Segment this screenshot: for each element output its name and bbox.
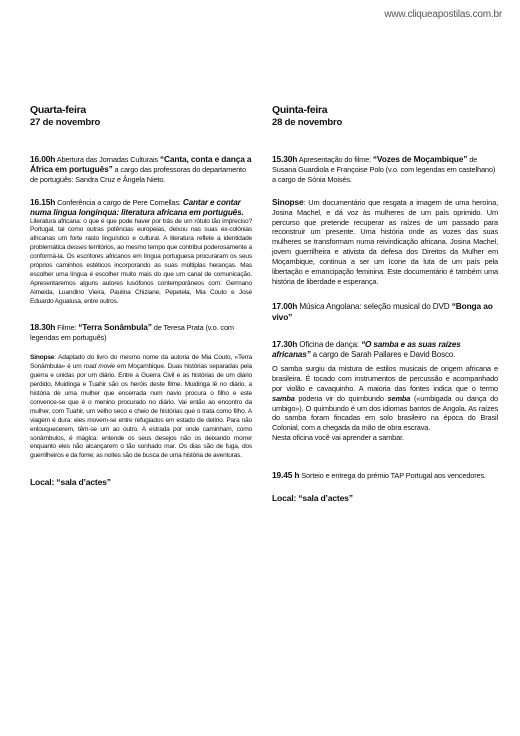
synopsis-label: Sinopse [272, 196, 304, 207]
left-column [30, 104, 252, 487]
event-conference: 16.15h Conferência a cargo de Pere Comellas: Cantar e contar numa língua longínqua: literatura africana em português. Literatura africana: o que é que pode haver por trás de um rótulo tão impreciso? Portugal, tal como outras potências europeias, deixou nas suas ex-colónias africanas um forte rasto linguístico e cultural. A literatura reflete a identidade problemática desses territórios, ao mesmo tempo que contribui poderosamente a conformá-la. Os escritores africanos em língua portuguesa procuraram os seus próprios caminhos estéticos incorporando as suas múltiplas heranças. Mas escolher uma língua é escolher muito mais do que um canal de comunicação. Apresentaremos alguns autores lusófonos contemporâneos com: Germano Almeida, Luandino Vieira, Paulina Chiziane, Pepetela, Mia Couto e José Eduardo Agualusa, entre outros. [30, 196, 252, 305]
event-time: 18.30h [30, 321, 56, 332]
location-label: Local: “sala d’actes” [272, 493, 353, 504]
date-heading: 28 de novembro [272, 117, 343, 128]
event-title: “O samba e as suas raízes africanas” [272, 339, 461, 360]
event-dance-workshop: 17.30h Oficina de dança: “O samba e as suas raízes africanas” a cargo de Sarah Pallares e David Bosco. O samba surgiu da mistura de estilos musicais de origem africana e brasileira. É tocado com instrumentos de percussão e acompanhado por violão e cavaquinho. A maioria das fontes indica que o termo samba poderia vir do quimbundo semba («umbigada ou dança do umbigo»). O quimbundo é um dos idiomas bantos de Angola. As raízes do samba foram fincadas em solo brasileiro na época do Brasil Colonial, com a chegada da mão de obra escrava. Nesta oficina você vai aprender a sambar. [272, 338, 498, 443]
day-heading: Quinta-feira [272, 104, 328, 116]
event-title: Cantar e contar numa língua longínqua: literatura africana em português. [30, 197, 244, 217]
event-title: “Canta, conta e dança a África em português” [30, 154, 252, 174]
event-title: “Terra Sonâmbula” [78, 321, 152, 332]
event-film-presentation: 15.30h Apresentação do filme: “Vozes de Moçambique” de Susana Guardiola e Françoise Polo (v.o. com legendas em castelhano) a cargo de Sónia Moisés. [272, 154, 496, 184]
watermark: www.cliqueapostilas.com.br [384, 9, 502, 20]
event-title: “Bonga ao vivo” [272, 300, 493, 322]
event-time: 16.00h [30, 154, 56, 164]
synopsis-label: Sinopse [30, 354, 55, 362]
event-music: 17.00h Música Angolana: seleção musical do DVD “Bonga ao vivo” [272, 300, 493, 322]
date-heading: 27 de novembro [30, 117, 101, 128]
event-opening: 16.00h Abertura das Jornadas Culturais “Canta, conta e dança a África em português” a cargo das professoras do departamento de português: Sandra Cruz e Ângela Nieto. [30, 154, 252, 184]
event-time: 19.45 h [272, 470, 300, 481]
event-time: 16.15h [30, 196, 56, 207]
workshop-description: O samba surgiu da mistura de estilos musicais de origem africana e brasileira. É tocado com instrumentos de percussão e acompanhado por violão e cavaquinho. A maioria das fontes indica que o termo samba poderia vir do quimbundo semba («umbigada ou dança do umbigo»). O quimbundo é um dos idiomas bantos de Angola. As raízes do samba foram fincadas em solo brasileiro na época do Brasil Colonial, com a chegada da mão de obra escrava. [272, 363, 498, 433]
day-heading: Quarta-feira [30, 104, 86, 116]
right-column [272, 104, 498, 503]
event-time: 15.30h [272, 154, 298, 164]
event-prize-draw: 19.45 h Sorteio e entrega do prémio TAP Portugal aos vencedores. [272, 470, 486, 481]
film-synopsis: Sinopse: Adaptado do livro do mesmo nome da autoria de Mia Couto, «Terra Sonâmbula» é um road movie em Moçambique. Duas histórias separadas pela guerra e unidas por um diário. Entre a Guerra Civil e as histórias de um diário perdido, Muidinga e Tuahir são os heróis deste filme. Muidinga lê no diário, a história de uma mulher que encerrada num navio procura o filho e este convence-se que é o menino procurado no diário. Vai então ao encontro da mulher, com Tuahir, um velho seco e cheio de histórias que o trata como filho. A viagem é dura: eles movem-se entre refugiados em estado de delírio. Para não enlouquecerem, têm-se um ao outro. A estrada por onde caminham, como sonâmbulos, é mágica: entende os seus desejos não os deixando morrer enquanto eles não alcançarem o tão sonhado mar. Os dias são de fuga, dos guerrilheiros e da fome; as noites são de busca de uma história de aventuras. [30, 354, 252, 460]
event-time: 17.30h [272, 338, 298, 349]
event-film: 18.30h Filme: “Terra Sonâmbula” de Teresa Prata (v.o. com legendas em português) Sinopse: Adaptado do livro do mesmo nome da autoria de Mia Couto, «Terra Sonâmbula» é um road movie em Moçambique. Duas histórias separadas pela guerra e unidas por um diário. Entre a Guerra Civil e as histórias de um diário perdido, Muidinga e Tuahir são os heróis deste filme. Muidinga lê no diário, a história de uma mulher que encerrada num navio procura o filho e este convence-se que é o menino procurado no diário. Vai então ao encontro da mulher, com Tuahir, um velho seco e cheio de histórias que o trata como filho. A viagem é dura: eles movem-se entre refugiados em estado de delírio. Para não enlouquecerem, têm-se um ao outro. A estrada por onde caminham, como sonâmbulos, é mágica: entende os seus desejos não os deixando morrer enquanto eles não alcançarem o tão sonhado mar. Os dias são de fuga, dos guerrilheiros e da fome; as noites são de busca de uma história de aventuras. [30, 321, 252, 460]
workshop-note: Nesta oficina você vai aprender a sambar. [272, 433, 404, 443]
location-label: Local: “sala d’actes” [30, 477, 111, 488]
event-time: 17.00h [272, 300, 298, 311]
documentary-synopsis: Sinopse: Um documentário que resgata a imagem de uma heroína, Josina Machel, e dá voz às mulheres de um país oprimido. Um percurso que pretende recuperar as raízes de um passado para reconstruir um presente. Uma história onde as vozes das suas mulheres se transformam numa reivindicação africana. Josina Machel, jovem guerrilheira e ativista da defesa dos Direitos da Mulher em Moçambique, continua a ser um ícone da luta de um país pela libertação e emancipação feminina. Este documentário é também uma história de liberdade e esperança. [272, 196, 498, 286]
event-description: Literatura africana: o que é que pode haver por trás de um rótulo tão impreciso? Portugal, tal como outras potências europeias, deixou nas suas ex-colónias africanas um forte rasto linguístico e cultural. A literatura reflete a identidade problemática desses territórios, ao mesmo tempo que contribui poderosamente a conformá-la. Os escritores africanos em língua portuguesa procuraram os seus próprios caminhos estéticos incorporando as suas múltiplas heranças. Mas escolher uma língua é escolher muito mais do que um canal de comunicação. Apresentaremos alguns autores lusófonos contemporâneos com: Germano Almeida, Luandino Vieira, Paulina Chiziane, Pepetela, Mia Couto e José Eduardo Agualusa, entre outros. [30, 217, 252, 305]
event-title: “Vozes de Moçambique” [372, 154, 468, 164]
